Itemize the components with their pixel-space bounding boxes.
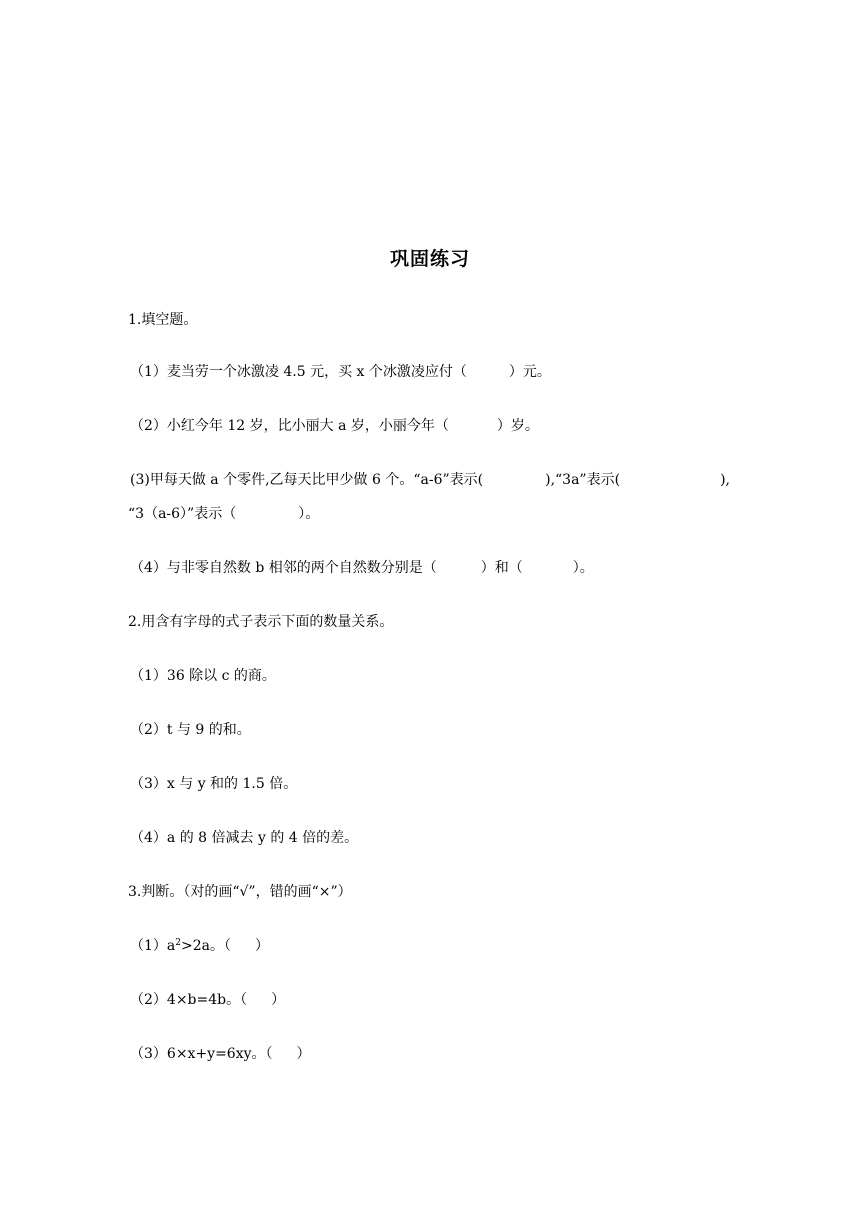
- question-2-4: （4）a 的 8 倍减去 y 的 4 倍的差。: [130, 830, 359, 846]
- section-1-heading: 1.填空题。: [128, 312, 198, 328]
- section-3-heading: 3.判断。（对的画“√”，错的画“×”）: [128, 884, 352, 900]
- question-1-2-text: （2）小红今年 12 岁，比小丽大 a 岁，小丽今年（: [130, 418, 449, 434]
- question-1-3-text-c: ),: [720, 472, 730, 488]
- exponent: 2: [175, 938, 181, 948]
- question-1-2: [130, 416, 740, 436]
- question-3-2-text: （2）4×b=4b。（: [130, 992, 248, 1008]
- question-1-3-line-1: [130, 470, 740, 490]
- question-1-2-end: ）岁。: [496, 418, 539, 434]
- question-1-3-line-2-text: “3（a-6）”表示（: [128, 506, 237, 522]
- question-2-3: （3）x 与 y 和的 1.5 倍。: [130, 776, 298, 792]
- question-3-3: [130, 1044, 740, 1064]
- question-1-3-part-a: [130, 470, 692, 490]
- question-2-1: （1）36 除以 c 的商。: [130, 668, 276, 684]
- question-1-3-line-2: [128, 504, 738, 524]
- question-3-3-end: ）: [296, 1046, 311, 1062]
- question-3-1-prefix: （1）a: [130, 938, 176, 954]
- question-3-2: [130, 990, 740, 1010]
- question-1-1-end: ）元。: [508, 364, 551, 380]
- question-3-1-suffix: >2a。（: [181, 938, 231, 954]
- question-1-1-text: （1）麦当劳一个冰激凌 4.5 元，买 x 个冰激凌应付（: [130, 364, 467, 380]
- question-1-4: [130, 558, 740, 578]
- question-3-1-end: ）: [254, 938, 269, 954]
- question-2-2: （2）t 与 9 的和。: [130, 722, 251, 738]
- question-3-2-end: ）: [271, 992, 286, 1008]
- question-1-3-text-a: (3)甲每天做 a 个零件,乙每天比甲少做 6 个。“a-6”表示(: [130, 472, 484, 488]
- question-1-4-text-a: （4）与非零自然数 b 相邻的两个自然数分别是（: [130, 560, 437, 576]
- question-1-3-line-2-end: ）。: [298, 506, 320, 522]
- question-1-3-text-b: ),“3a”表示(: [545, 472, 621, 488]
- question-3-1: [130, 936, 740, 956]
- page-title: 巩固练习: [389, 248, 470, 270]
- question-1-4-text-b: ）和（: [480, 560, 523, 576]
- question-1-4-text-c: ）。: [572, 560, 594, 576]
- question-3-3-text: （3）6×x+y=6xy。（: [130, 1046, 273, 1062]
- question-1-1: [130, 362, 740, 382]
- section-2-heading: 2.用含有字母的式子表示下面的数量关系。: [128, 614, 394, 630]
